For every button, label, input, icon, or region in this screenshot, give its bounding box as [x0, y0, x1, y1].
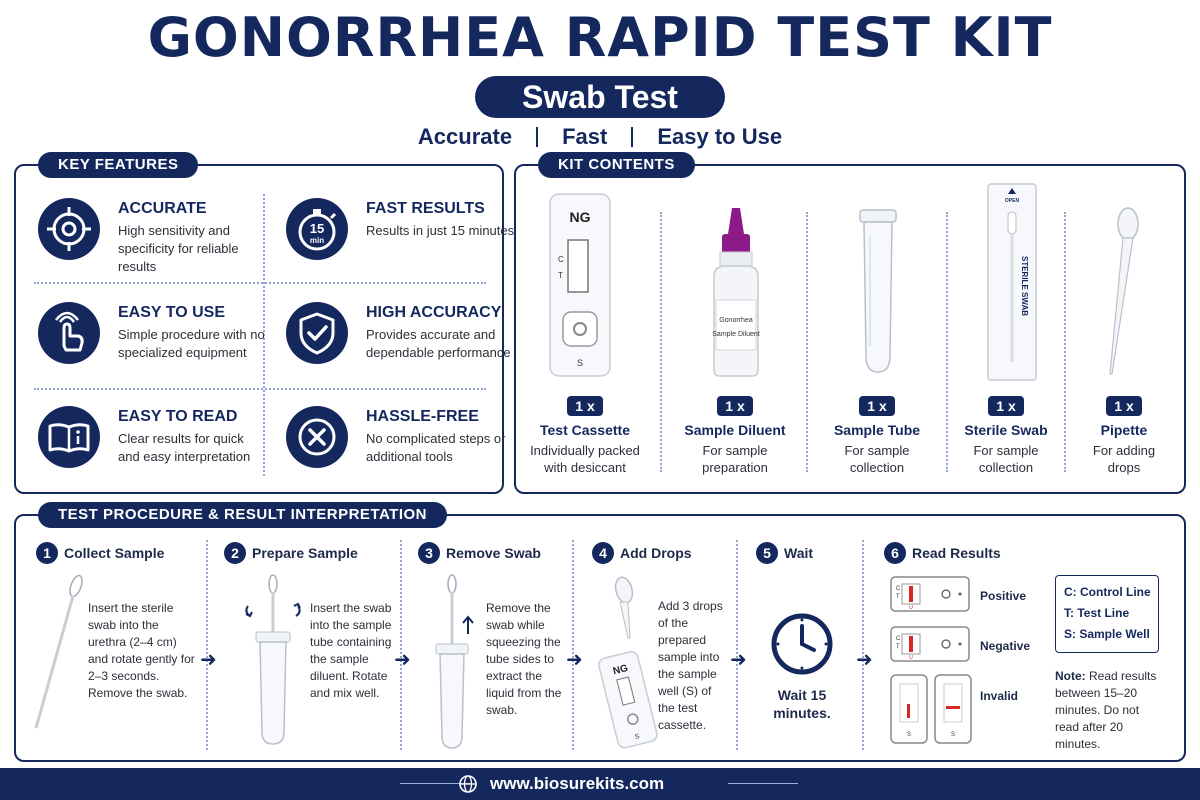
step-number: 5 — [756, 542, 778, 564]
target-icon — [38, 198, 100, 260]
cassette-c: C — [558, 255, 564, 264]
step-title: Remove Swab — [446, 545, 541, 561]
step-desc: Wait 15 minutes. — [773, 687, 831, 721]
bottle-label-line-2: Sample Diluent — [712, 331, 760, 338]
feature-hassle-free — [286, 402, 526, 502]
kit-contents-heading: KIT CONTENTS — [538, 152, 695, 178]
legend-sample-well: S: Sample Well — [1064, 627, 1150, 641]
pipette-illustration — [1098, 204, 1148, 380]
footer — [0, 768, 1200, 800]
divider — [946, 212, 948, 472]
feature-title: EASY TO USE — [118, 304, 225, 321]
swab-pack-text: STERILE SWAB — [1020, 256, 1029, 317]
step-2-header — [224, 542, 358, 566]
step4-cassette-label: NG — [611, 663, 630, 678]
feature-fast-results — [286, 194, 526, 294]
step-desc: Remove the swab while squeezing the tube sides to extract the liquid from the swab. — [486, 601, 562, 717]
result-negative-strip — [890, 626, 970, 662]
arrow-right-icon: ➜ — [730, 649, 747, 671]
step-title: Add Drops — [620, 545, 692, 561]
step-number: 6 — [884, 542, 906, 564]
note-text: Read results between 15–20 minutes. Do not read after 20 minutes. — [1055, 669, 1157, 751]
note-label: Note: — [1055, 669, 1086, 683]
result-invalid-label: Invalid — [980, 689, 1019, 703]
step-5-header — [756, 542, 813, 566]
kit-item-sample-diluent — [670, 396, 800, 476]
bottle-label-line-1: Gonorrhea — [719, 317, 753, 324]
clock-icon — [770, 612, 834, 676]
divider — [736, 540, 738, 750]
footer-line — [728, 783, 798, 784]
step-title: Read Results — [912, 545, 1001, 561]
result-positive-label: Positive — [980, 589, 1027, 603]
feature-desc: No complicated steps or additional tools — [366, 431, 506, 464]
divider — [1064, 212, 1066, 472]
kit-desc: For adding drops — [1092, 443, 1156, 475]
step-number: 2 — [224, 542, 246, 564]
feature-title: HIGH ACCURACY — [366, 304, 502, 321]
tube-with-swab-illustration — [242, 572, 304, 748]
kit-desc: For sample collection — [973, 443, 1039, 475]
step-number: 1 — [36, 542, 58, 564]
taglines — [0, 124, 1200, 150]
arrow-right-icon: ➜ — [394, 649, 411, 671]
strip-s: S — [950, 732, 956, 738]
tagline-accurate: Accurate — [417, 124, 513, 149]
feature-desc: Results in just 15 minutes — [366, 223, 515, 238]
sample-tube-illustration — [856, 206, 900, 378]
arrow-right-icon: ➜ — [856, 649, 873, 671]
step-desc: Insert the swab into the sample tube containing the sample diluent. Rotate and mix well. — [310, 601, 392, 700]
strip-c: C — [896, 586, 901, 592]
diluent-bottle-illustration — [704, 204, 768, 380]
kit-name: Sterile Swab — [964, 422, 1048, 438]
cassette-s: S — [576, 358, 584, 368]
stopwatch-icon — [286, 198, 348, 260]
result-invalid-strip-1 — [890, 674, 928, 744]
step-title: Wait — [784, 545, 814, 561]
legend-control-line: C: Control Line — [1064, 585, 1151, 599]
step-3-header — [418, 542, 541, 566]
strip-u: U — [909, 655, 913, 661]
result-legend — [1055, 575, 1159, 653]
stopwatch-unit: min — [309, 236, 325, 245]
feature-desc: Provides accurate and dependable performance — [366, 327, 511, 360]
feature-title: HASSLE-FREE — [366, 408, 479, 425]
step-6-header — [884, 542, 1001, 566]
test-cassette-illustration — [548, 192, 612, 378]
feature-accurate — [38, 194, 278, 294]
divider — [806, 212, 808, 472]
step-1-header — [36, 542, 164, 566]
book-info-icon — [38, 406, 100, 468]
kit-item-sterile-swab — [952, 396, 1060, 476]
kit-qty: 1 x — [988, 396, 1023, 416]
kit-item-pipette — [1072, 396, 1176, 476]
divider — [572, 540, 574, 750]
add-drops-illustration — [594, 572, 658, 750]
feature-title: FAST RESULTS — [366, 200, 485, 217]
kit-name: Sample Diluent — [684, 422, 786, 438]
result-positive-strip — [890, 576, 970, 612]
cassette-t: T — [558, 271, 563, 280]
divider — [206, 540, 208, 750]
tube-remove-swab-illustration — [428, 572, 484, 750]
subtitle-pill: Swab Test — [475, 76, 725, 118]
feature-desc: Simple procedure with no specialized equipment — [118, 327, 265, 360]
hand-tap-icon — [38, 302, 100, 364]
strip-s: S — [906, 732, 912, 738]
stopwatch-number: 15 — [309, 221, 325, 236]
step-desc: Add 3 drops of the prepared sample into the sample well (S) of the test cassette. — [658, 599, 723, 732]
tagline-divider — [536, 127, 538, 147]
key-features-heading: KEY FEATURES — [38, 152, 198, 178]
arrow-right-icon: ➜ — [200, 649, 217, 671]
kit-name: Pipette — [1100, 422, 1148, 438]
kit-item-sample-tube — [816, 396, 938, 476]
website-link[interactable]: www.biosurekits.com — [490, 774, 665, 793]
tagline-fast: Fast — [562, 124, 608, 149]
step-title: Collect Sample — [64, 545, 165, 561]
sterile-swab-illustration — [986, 182, 1038, 382]
feature-high-accuracy — [286, 298, 526, 398]
feature-title: EASY TO READ — [118, 408, 238, 425]
feature-easy-to-use — [38, 298, 278, 398]
strip-t: T — [896, 644, 900, 650]
step4-cassette-s: S — [634, 733, 641, 742]
shield-check-icon — [286, 302, 348, 364]
arrow-right-icon: ➜ — [566, 649, 583, 671]
step-number: 3 — [418, 542, 440, 564]
feature-desc: Clear results for quick and easy interpretation — [118, 431, 251, 464]
procedure-heading: TEST PROCEDURE & RESULT INTERPRETATION — [38, 502, 447, 528]
tagline-divider — [631, 127, 633, 147]
kit-qty: 1 x — [859, 396, 894, 416]
page-title: GONORRHEA RAPID TEST KIT — [147, 6, 1053, 69]
kit-qty: 1 x — [567, 396, 602, 416]
circle-x-icon — [286, 406, 348, 468]
kit-name: Test Cassette — [539, 422, 630, 438]
swab-pack-open: OPEN — [1004, 198, 1020, 204]
kit-name: Sample Tube — [833, 422, 921, 438]
step-number: 4 — [592, 542, 614, 564]
tagline-easy: Easy to Use — [657, 124, 783, 149]
result-negative-label: Negative — [980, 639, 1031, 653]
legend-test-line: T: Test Line — [1064, 606, 1130, 620]
feature-desc: High sensitivity and specificity for reliable results — [118, 223, 239, 274]
step-desc: Insert the sterile swab into the urethra (2–4 cm) and rotate gently for 2–3 seconds. Remove the swab. — [88, 601, 195, 700]
result-invalid-strip-2 — [934, 674, 972, 744]
result-note — [1055, 668, 1165, 753]
divider — [862, 540, 864, 750]
key-features-panel — [14, 156, 515, 494]
divider — [400, 540, 402, 750]
globe-icon — [458, 774, 478, 794]
divider — [660, 212, 662, 472]
kit-qty: 1 x — [717, 396, 752, 416]
feature-easy-to-read — [38, 402, 278, 502]
strip-t: T — [896, 594, 900, 600]
step-title: Prepare Sample — [252, 545, 358, 561]
kit-desc: For sample preparation — [702, 443, 768, 475]
strip-u: U — [909, 605, 913, 611]
feature-title: ACCURATE — [118, 200, 207, 217]
swab-illustration — [30, 572, 90, 732]
kit-qty: 1 x — [1106, 396, 1141, 416]
kit-desc: Individually packed with desiccant — [530, 443, 640, 475]
kit-item-test-cassette — [526, 396, 644, 476]
step-4-header — [592, 542, 692, 566]
kit-desc: For sample collection — [844, 443, 910, 475]
cassette-label: NG — [569, 209, 591, 225]
strip-c: C — [896, 636, 901, 642]
